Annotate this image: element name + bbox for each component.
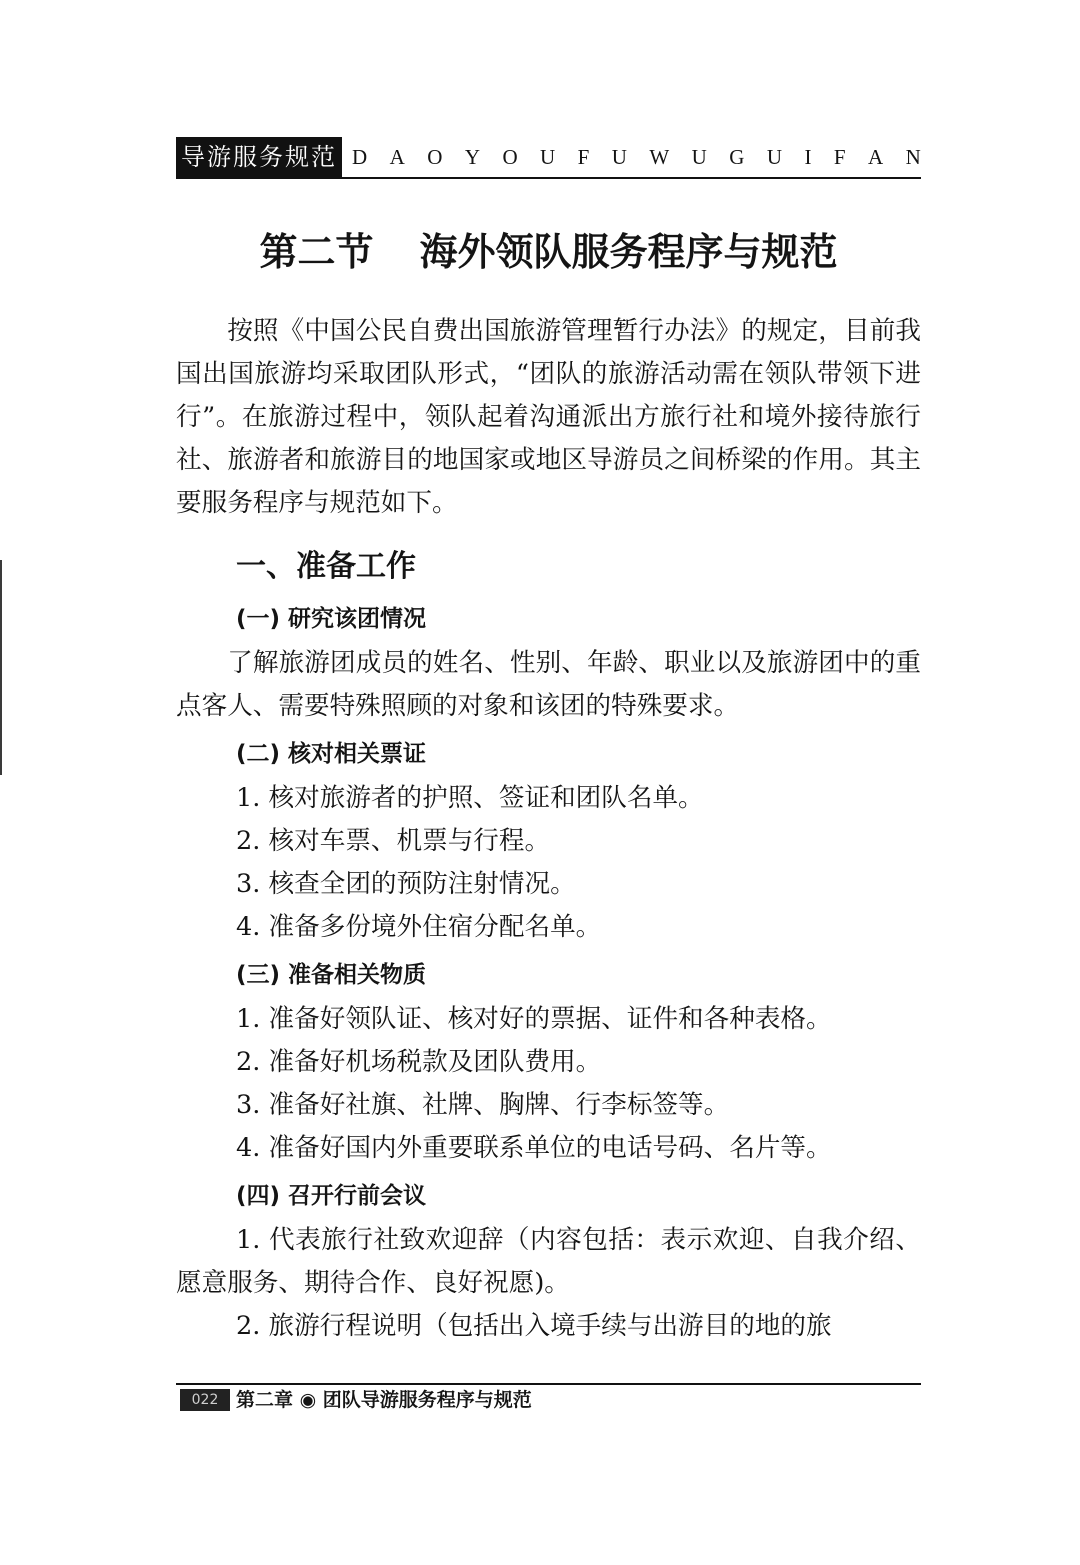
list-item: 3. 准备好社旗、社牌、胸牌、行李标签等。 xyxy=(236,1090,730,1120)
research-paragraph: 了解旅游团成员的姓名、性别、年龄、职业以及旅游团中的重点客人、需要特殊照顾的对象和该团的特殊要求。 xyxy=(176,648,921,721)
pinyin-letter: U xyxy=(691,144,707,169)
list-item: 2. 核对车票、机票与行程。 xyxy=(236,826,551,856)
pinyin-letter: I xyxy=(804,144,812,169)
pinyin-letter: N xyxy=(905,144,921,169)
pinyin-letter: U xyxy=(540,144,556,169)
section-title-text: 海外领队服务程序与规范 xyxy=(419,230,838,274)
pinyin-letter: A xyxy=(389,144,405,169)
pinyin-letter: U xyxy=(766,144,783,169)
page-footer xyxy=(176,1383,921,1417)
pinyin-letter: D xyxy=(352,144,368,169)
list-item: 1. 代表旅行社致欢迎辞（内容包括：表示欢迎、自我介绍、愿意服务、期待合作、良好祝愿)。 xyxy=(176,1225,921,1298)
pinyin-letter: F xyxy=(833,144,846,169)
list-item: 4. 准备多份境外住宿分配名单。 xyxy=(236,912,602,942)
list-item: 1. 准备好领队证、核对好的票据、证件和各种表格。 xyxy=(236,1004,832,1034)
header-rule xyxy=(176,177,921,179)
list-item: 3. 核查全团的预防注射情况。 xyxy=(236,869,576,899)
subheading-check-documents: (二) 核对相关票证 xyxy=(236,741,427,767)
list-item: 2. 旅游行程说明（包括出入境手续与出游目的地的旅 xyxy=(236,1311,832,1341)
pinyin-letter: F xyxy=(577,144,590,169)
scan-edge-line xyxy=(0,560,2,775)
list-item: 2. 准备好机场税款及团队费用。 xyxy=(236,1047,602,1077)
pinyin-letter: O xyxy=(427,144,443,169)
intro-paragraph: 按照《中国公民自费出国旅游管理暂行办法》的规定，目前我国出国旅游均采取团队形式，“团队的旅游活动需在领队带领下进行”。在旅游过程中，领队起着沟通派出方旅行社和境外接待旅行社、旅游者和旅游目的地国家或地区导游员之间桥梁的作用。其主要服务程序与规范如下。 xyxy=(176,316,921,518)
subheading-pre-trip-meeting: (四) 召开行前会议 xyxy=(236,1183,427,1209)
part-heading-preparation: 一、准备工作 xyxy=(236,549,416,584)
chapter-label: 第二章 ◉ 团队导游服务程序与规范 xyxy=(236,1389,532,1411)
running-head-title: 导游服务规范 xyxy=(176,137,342,177)
pinyin-letter: O xyxy=(502,144,518,169)
running-head-pinyin xyxy=(352,137,921,177)
section-number: 第二节 xyxy=(259,230,374,274)
pinyin-letter: W xyxy=(649,144,670,169)
subheading-prepare-materials: (三) 准备相关物质 xyxy=(236,962,427,988)
list-item: 1. 核对旅游者的护照、签证和团队名单。 xyxy=(236,783,704,813)
pinyin-letter: G xyxy=(729,144,745,169)
pinyin-letter: U xyxy=(611,144,627,169)
page-number: 022 xyxy=(180,1389,230,1411)
pinyin-letter: A xyxy=(868,144,884,169)
section-title xyxy=(176,222,921,282)
subheading-research-group: (一) 研究该团情况 xyxy=(236,606,427,632)
pinyin-letter: Y xyxy=(464,144,480,169)
running-head xyxy=(176,137,921,179)
footer-rule xyxy=(176,1383,921,1385)
page-content xyxy=(176,310,921,1348)
list-item: 4. 准备好国内外重要联系单位的电话号码、名片等。 xyxy=(236,1133,832,1163)
